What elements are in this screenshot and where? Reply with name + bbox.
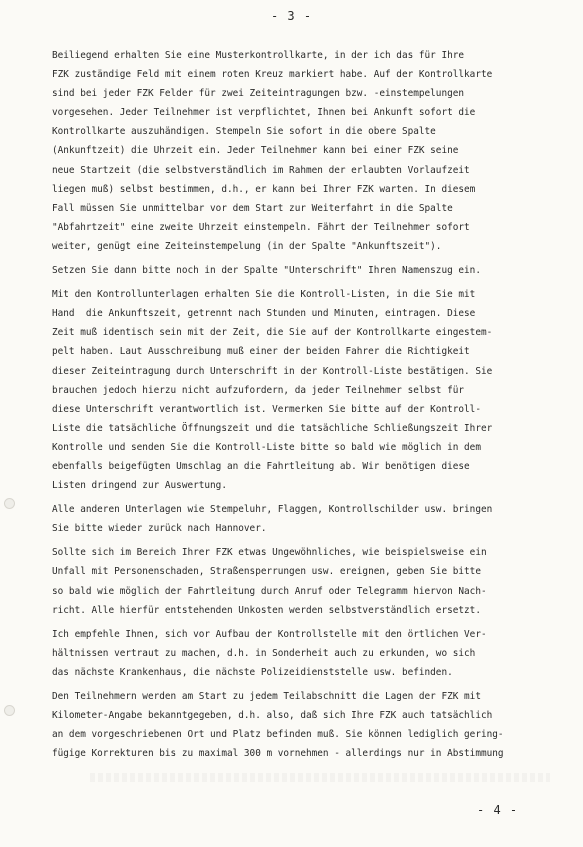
text-line: Ich empfehle Ihnen, sich vor Aufbau der Kontrollstelle mit den örtlichen Ver- [52, 628, 487, 640]
page-number-top: - 3 - [270, 9, 313, 23]
text-line: fügige Korrekturen bis zu maximal 300 m vornehmen - allerdings nur in Abstimmung [52, 748, 504, 760]
text-line: Alle anderen Unterlagen wie Stempeluhr, Flaggen, Kontrollschilder usw. bringen [52, 504, 493, 516]
text-line: Zeit muß identisch sein mit der Zeit, die Sie auf der Kontrollkarte eingestem- [52, 327, 493, 339]
text-line: brauchen jedoch hierzu nicht aufzufordern, da jeder Teilnehmer selbst für [52, 384, 465, 396]
paragraph [52, 687, 560, 763]
text-line: Mit den Kontrollunterlagen erhalten Sie die Kontroll-Listen, in die Sie mit [52, 289, 476, 301]
page-number-bottom: - 4 - [477, 803, 519, 817]
letter-body [52, 46, 560, 763]
text-line: vorgesehen. Jeder Teilnehmer ist verpflichtet, Ihnen bei Ankunft sofort die [52, 107, 476, 119]
text-line: Liste die tatsächliche Öffnungszeit und die tatsächliche Schließungszeit Ihrer [52, 422, 493, 434]
text-line: Fall müssen Sie unmittelbar vor dem Start zur Weiterfahrt in die Spalte [52, 202, 453, 214]
text-line: Kontrolle und senden Sie die Kontroll-Liste bitte so bald wie möglich in dem [52, 441, 481, 453]
text-line: Setzen Sie dann bitte noch in der Spalte "Unterschrift" Ihren Namenszug ein. [52, 265, 481, 277]
text-line: Hand die Ankunftszeit, getrennt nach Stunden und Minuten, eintragen. Diese [52, 308, 476, 320]
text-line: dieser Zeiteintragung durch Unterschrift in der Kontroll-Liste bestätigen. Sie [52, 365, 493, 377]
text-line: Den Teilnehmern werden am Start zu jedem Teilabschnitt die Lagen der FZK mit [52, 691, 481, 702]
punch-hole-icon [4, 705, 15, 716]
text-line: neue Startzeit (die selbstverständlich im Rahmen der erlaubten Vorlaufzeit [52, 164, 470, 176]
text-line: das nächste Krankenhaus, die nächste Polizeidienststelle usw. befinden. [52, 666, 453, 678]
paragraph [52, 543, 560, 619]
bleed-through-shadow [90, 773, 550, 782]
paragraph [52, 500, 560, 538]
paragraph [52, 46, 560, 256]
paragraph [52, 261, 560, 280]
paragraph [52, 285, 560, 495]
text-line: liegen muß) selbst bestimmen, d.h., er kann bei Ihrer FZK warten. In diesem [52, 183, 476, 195]
text-line: sind bei jeder FZK Felder für zwei Zeiteintragungen bzw. -einstempelungen [52, 88, 465, 100]
text-line: so bald wie möglich der Fahrtleitung durch Anruf oder Telegramm hiervon Nach- [52, 585, 487, 597]
text-line: an dem vorgeschriebenen Ort und Platz befinden muß. Sie können lediglich gering- [52, 729, 504, 741]
text-line: Sie bitte wieder zurück nach Hannover. [52, 523, 267, 535]
text-line: diese Unterschrift verantwortlich ist. Vermerken Sie bitte auf der Kontroll- [52, 403, 481, 415]
text-line: Unfall mit Personenschaden, Straßensperrungen usw. ereignen, geben Sie bitte [52, 566, 481, 578]
text-line: Sollte sich im Bereich Ihrer FZK etwas Ungewöhnliches, wie beispielsweise ein [52, 547, 487, 559]
text-line: Listen dringend zur Auswertung. [52, 480, 227, 492]
text-line: Beiliegend erhalten Sie eine Musterkontrollkarte, in der ich das für Ihre [52, 50, 465, 61]
text-line: richt. Alle hierfür entstehenden Unkosten werden selbstverständlich ersetzt. [52, 604, 481, 616]
text-line: "Abfahrtzeit" eine zweite Uhrzeit einstempeln. Fährt der Teilnehmer sofort [52, 221, 470, 233]
text-line: Kontrollkarte auszuhändigen. Stempeln Sie sofort in die obere Spalte [52, 126, 436, 138]
text-line: hältnissen vertraut zu machen, d.h. in Sonderheit auch zu erkunden, wo sich [52, 647, 476, 659]
punch-hole-icon [4, 498, 15, 509]
text-line: FZK zuständige Feld mit einem roten Kreuz markiert habe. Auf der Kontrollkarte [52, 69, 493, 81]
text-line: ebenfalls beigefügten Umschlag an die Fahrtleitung ab. Wir benötigen diese [52, 460, 470, 472]
text-line: weiter, genügt eine Zeiteinstempelung (in der Spalte "Ankunftszeit"). [52, 240, 442, 252]
text-line: Kilometer-Angabe bekanntgegeben, d.h. also, daß sich Ihre FZK auch tatsächlich [52, 710, 493, 722]
text-line: (Ankunftzeit) die Uhrzeit ein. Jeder Teilnehmer kann bei einer FZK seine [52, 145, 459, 157]
paragraph [52, 625, 560, 682]
text-line: pelt haben. Laut Ausschreibung muß einer der beiden Fahrer die Richtigkeit [52, 346, 470, 358]
